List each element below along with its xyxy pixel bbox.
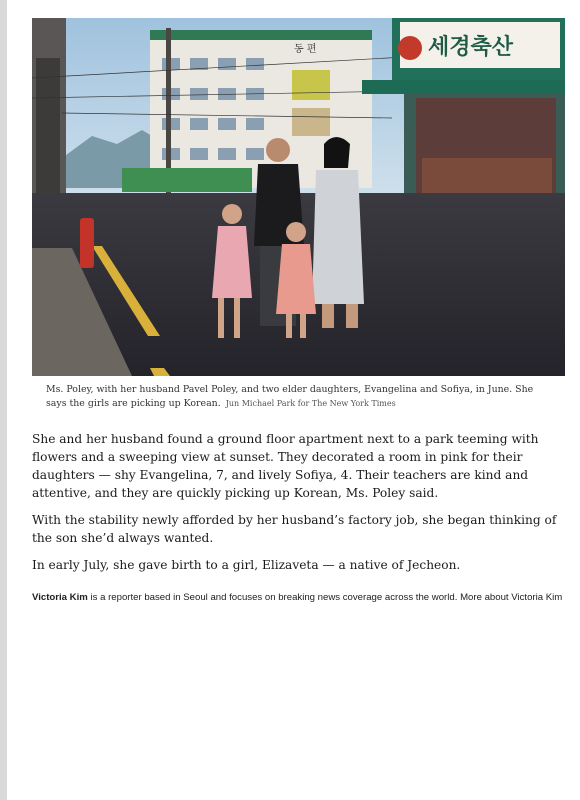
- family-street-photo: [32, 18, 565, 376]
- left-margin-rule: [0, 0, 7, 800]
- shop-sign: 세경축산: [428, 35, 514, 60]
- article-paragraph: With the stability newly afforded by her husband’s factory job, she began thinking of the son she’d always wanted.: [32, 513, 557, 545]
- article-photo: [32, 18, 565, 376]
- building-label: 동 편: [294, 44, 317, 55]
- article-paragraph: She and her husband found a ground floor apartment next to a park teeming with flowers and a sweeping view at sunset. They decorated a room in pink for their daughters — shy Evangelina, 7, and lively Sofiya, 4. Their teachers are kind and attentive, and they are quickly picking up Korean, Ms. Poley said.: [32, 432, 539, 500]
- author-bio-text: is a reporter based in Seoul and focuses on breaking news coverage across the world.: [87, 592, 458, 603]
- author-name: Victoria Kim: [32, 592, 88, 603]
- more-about-author-link[interactable]: More about Victoria Kim: [460, 592, 563, 603]
- article-body: [32, 430, 568, 583]
- photo-credit: Jun Michael Park for The New York Times: [225, 399, 396, 408]
- photo-caption: [46, 383, 556, 411]
- caption-text: Ms. Poley, with her husband Pavel Poley, and two elder daughters, Evangelina and Sofiya, in June. She says the girls are picking up Korean.: [46, 384, 534, 409]
- article-paragraph: In early July, she gave birth to a girl, Elizaveta — a native of Jecheon.: [32, 558, 461, 572]
- author-bio: [32, 591, 568, 605]
